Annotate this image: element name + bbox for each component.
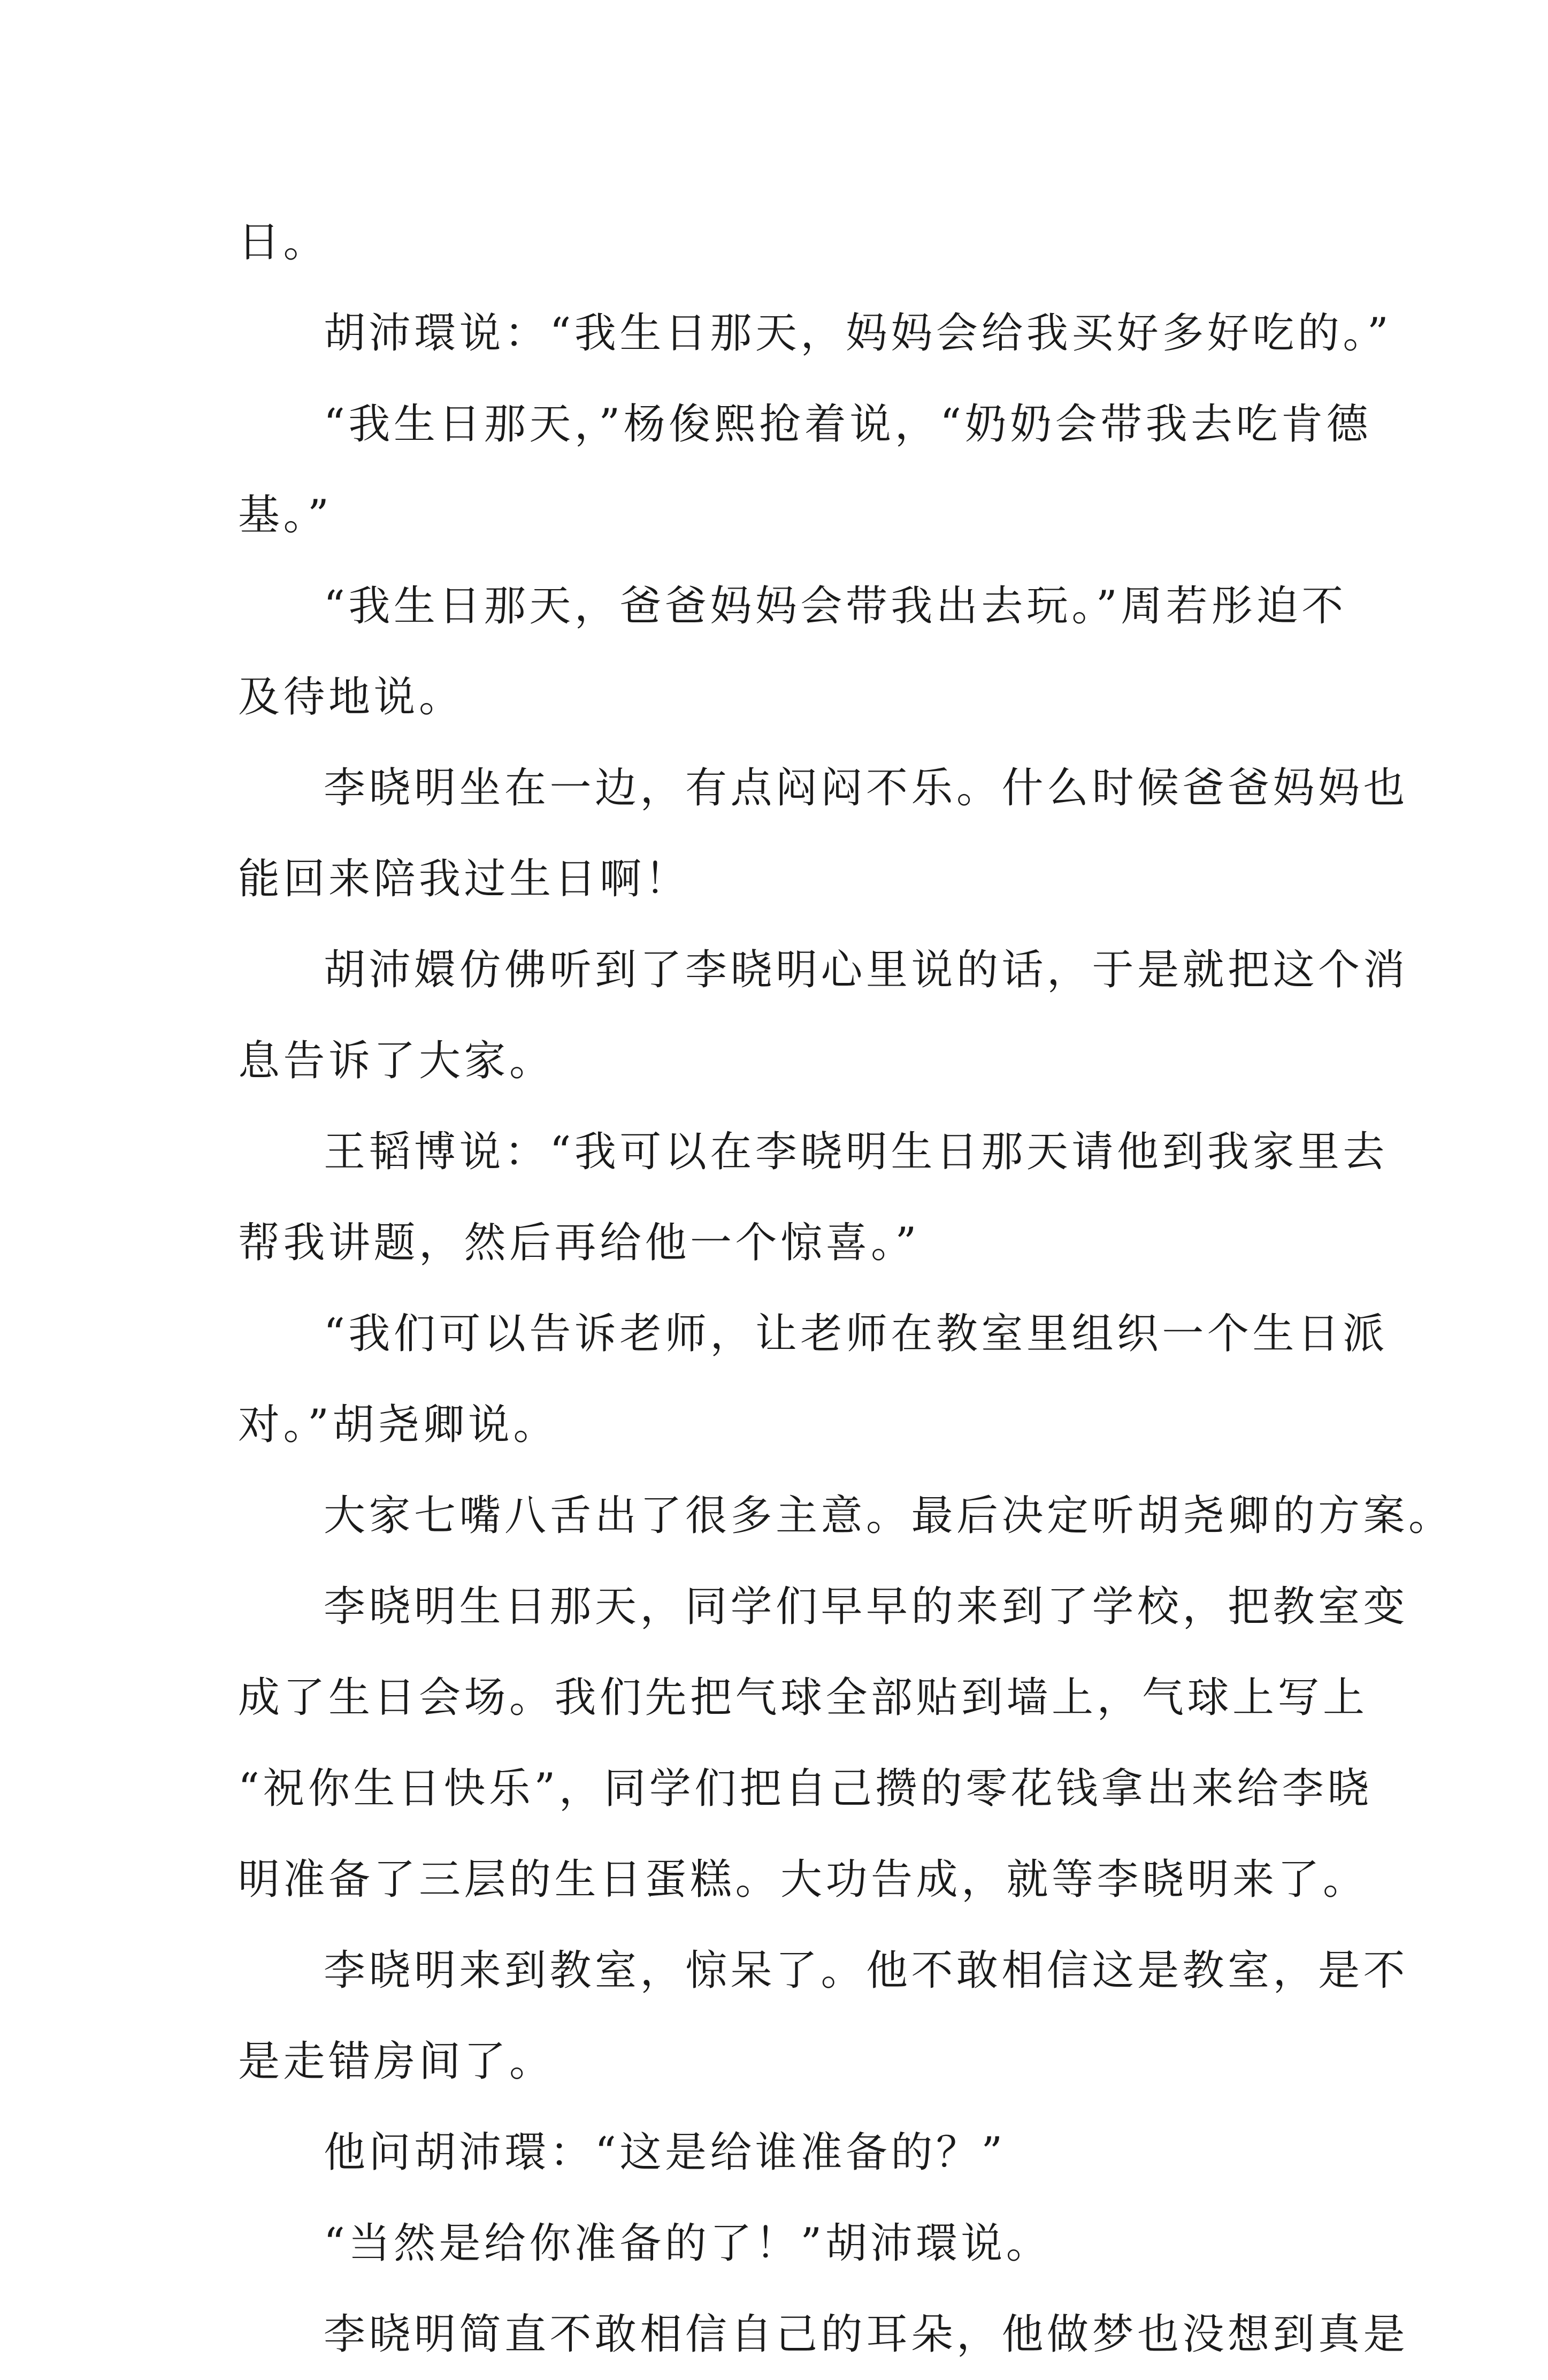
text-line-13: “我们可以告诉老师，让老师在教室里组织一个生日派 xyxy=(324,1310,1388,1358)
text-line-6: 及待地说。 xyxy=(238,673,464,721)
text-line-14: 对。”胡尧卿说。 xyxy=(238,1401,558,1449)
text-line-3: “我生日那天，”杨俊熙抢着说，“奶奶会带我去吃肯德 xyxy=(324,400,1372,448)
text-line-1: 日。 xyxy=(238,218,329,266)
text-line-15: 大家七嘴八舌出了很多主意。最后决定听胡尧卿的方案。 xyxy=(324,1492,1454,1540)
text-line-7: 李晓明坐在一边，有点闷闷不乐。什么时候爸爸妈妈也 xyxy=(324,764,1409,812)
text-line-4: 基。” xyxy=(238,491,333,539)
text-line-21: 是走错房间了。 xyxy=(238,2038,555,2086)
text-line-17: 成了生日会场。我们先把气球全部贴到墙上，气球上写上 xyxy=(238,1674,1368,1722)
text-line-8: 能回来陪我过生日啊！ xyxy=(238,855,691,903)
text-line-16: 李晓明生日那天，同学们早早的来到了学校，把教室变 xyxy=(324,1583,1409,1631)
text-line-10: 息告诉了大家。 xyxy=(238,1037,555,1085)
text-line-9: 胡沛嬛仿佛听到了李晓明心里说的话，于是就把这个消 xyxy=(324,946,1409,994)
text-line-2: 胡沛環说：“我生日那天，妈妈会给我买好多好吃的。” xyxy=(324,309,1392,357)
text-line-23: “当然是给你准备的了！”胡沛環说。 xyxy=(324,2219,1052,2268)
text-line-11: 王韬博说：“我可以在李晓明生日那天请他到我家里去 xyxy=(324,1128,1388,1176)
text-line-18: “祝你生日快乐”，同学们把自己攒的零花钱拿出来给李晓 xyxy=(238,1765,1373,1813)
text-line-24: 李晓明简直不敢相信自己的耳朵，他做梦也没想到真是 xyxy=(324,2310,1409,2359)
text-line-5: “我生日那天，爸爸妈妈会带我出去玩。”周若彤迫不 xyxy=(324,582,1347,630)
text-line-22: 他问胡沛環：“这是给谁准备的？” xyxy=(324,2129,1006,2177)
text-line-20: 李晓明来到教室，惊呆了。他不敢相信这是教室，是不 xyxy=(324,1947,1409,1995)
text-line-12: 帮我讲题，然后再给他一个惊喜。” xyxy=(238,1219,920,1267)
text-line-19: 明准备了三层的生日蛋糕。大功告成，就等李晓明来了。 xyxy=(238,1856,1368,1904)
